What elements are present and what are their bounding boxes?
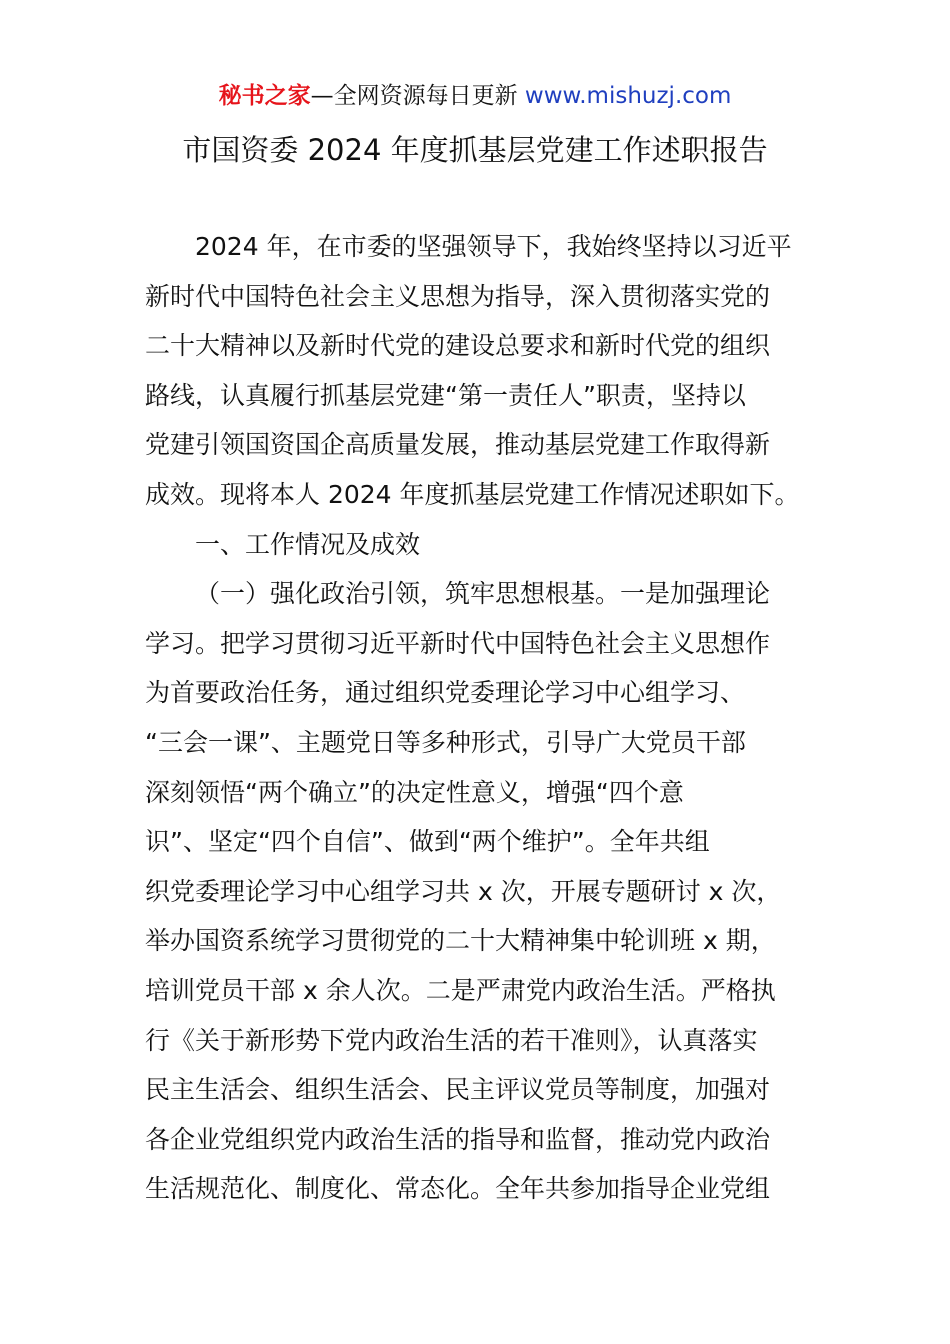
paragraph-line: 生活规范化、制度化、常态化。全年共参加指导企业党组: [145, 1174, 771, 1204]
paragraph-line: 学习。把学习贯彻习近平新时代中国特色社会主义思想作: [145, 628, 771, 658]
paragraph-line: 为首要政治任务，通过组织党委理论学习中心组学习、: [145, 678, 746, 708]
paragraph-line: 织党委理论学习中心组学习共 x 次，开展专题研讨 x 次，: [145, 876, 782, 906]
paragraph-line: 各企业党组织党内政治生活的指导和监督，推动党内政治: [145, 1124, 771, 1154]
paragraph-line: 民主生活会、组织生活会、民主评议党员等制度，加强对: [145, 1075, 771, 1105]
paragraph-line: 二十大精神以及新时代党的建设总要求和新时代党的组织: [145, 331, 771, 361]
document-title: 市国资委 2024 年度抓基层党建工作述职报告: [182, 133, 768, 167]
site-url-link[interactable]: www.mishuzj.com: [524, 83, 732, 109]
paragraph-line: 识”、坚定“四个自信”、做到“两个维护”。全年共组: [145, 827, 710, 857]
document-body: [145, 222, 810, 1214]
site-header: [0, 80, 950, 112]
paragraph-line: 党建引领国资国企高质量发展，推动基层党建工作取得新: [145, 430, 771, 460]
paragraph-line: 新时代中国特色社会主义思想为指导，深入贯彻落实党的: [145, 281, 771, 311]
paragraph-line: 行《关于新形势下党内政治生活的若干准则》，认真落实: [145, 1025, 758, 1055]
paragraph-line: （一）强化政治引领，筑牢思想根基。一是加强理论: [195, 579, 771, 609]
paragraph-line: 路线，认真履行抓基层党建“第一责任人”职责，坚持以: [145, 380, 746, 410]
site-tagline: —全网资源每日更新: [310, 83, 525, 109]
paragraph-line: “三会一课”、主题党日等多种形式，引导广大党员干部: [145, 727, 746, 757]
paragraph-line: 举办国资系统学习贯彻党的二十大精神集中轮训班 x 期，: [145, 926, 776, 956]
section-heading: 一、工作情况及成效: [195, 529, 421, 559]
paragraph-line: 深刻领悟“两个确立”的决定性意义，增强“四个意: [145, 777, 684, 807]
paragraph-line: 成效。现将本人 2024 年度抓基层党建工作情况述职如下。: [145, 479, 800, 509]
paragraph-line: 培训党员干部 x 余人次。二是严肃党内政治生活。严格执: [145, 975, 776, 1005]
paragraph-line: 2024 年，在市委的坚强领导下，我始终坚持以习近平: [195, 232, 792, 261]
site-brand: 秘书之家: [218, 83, 311, 109]
